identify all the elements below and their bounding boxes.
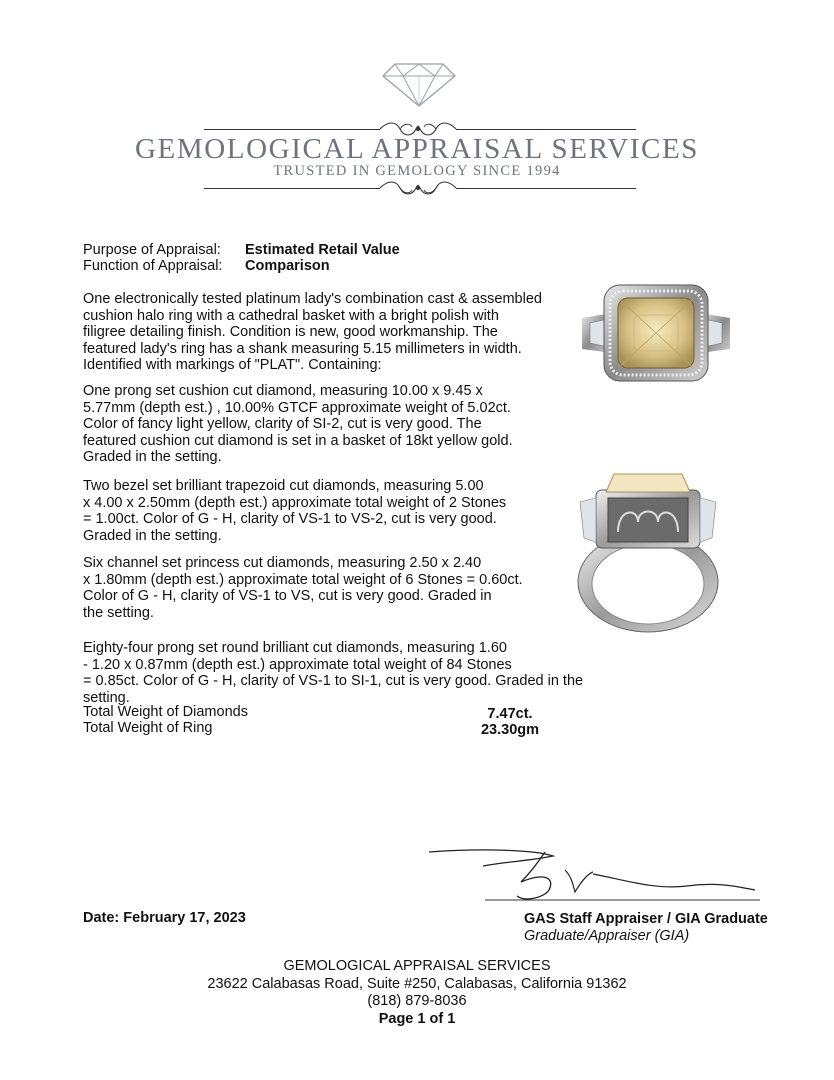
header-rule-top-right	[456, 129, 636, 130]
diamond-outline-icon	[381, 62, 457, 108]
description-rounds: Eighty-four prong set round brilliant cut diamonds, measuring 1.60 - 1.20 x 0.87mm (depth est.) approximate total weight of 84 Stones = 0.85ct. Color of G - H, clarity of VS-1 to SI-1, cut is very good. Graded in the setting.	[83, 640, 584, 706]
description-center-stone: One prong set cushion cut diamond, measuring 10.00 x 9.45 x 5.77mm (depth est.) , 10.00% GTCF approximate weight of 5.02ct. Color of fancy light yellow, clarity of SI-2, cut is very good. The featured cushion cut diamond is set in a basket of 18kt yellow gold. Graded in the setting.	[83, 383, 513, 465]
header-rule-top-left	[204, 129, 380, 130]
ring-side-view-photo	[574, 472, 722, 634]
ring-top-view-photo	[582, 283, 730, 383]
appraisal-date: Date: February 17, 2023	[83, 910, 246, 926]
page-number: Page 1 of 1	[378, 1011, 456, 1027]
total-diamonds-label: Total Weight of Diamonds	[83, 704, 248, 720]
header-rule-bottom-right	[456, 188, 636, 189]
flourish-ornament-icon	[378, 178, 458, 198]
description-trapezoids: Two bezel set brilliant trapezoid cut diamonds, measuring 5.00 x 4.00 x 2.50mm (depth est.) approximate total weight of 2 Stones = 1.00ct. Color of G - H, clarity of VS-1 to VS-2, cut is very good. Graded in the setting.	[83, 478, 507, 544]
purpose-label: Purpose of Appraisal:	[83, 242, 221, 258]
function-value: Comparison	[245, 258, 330, 274]
appraiser-subtitle: Graduate/Appraiser (GIA)	[524, 928, 690, 944]
total-diamonds-value: 7.47ct.	[487, 706, 533, 722]
description-princess: Six channel set princess cut diamonds, measuring 2.50 x 2.40 x 1.80mm (depth est.) approximate total weight of 6 Stones = 0.60ct. Color of G - H, clarity of VS-1 to VS, cut is very good. Graded in the setting.	[83, 555, 523, 621]
function-label: Function of Appraisal:	[83, 258, 223, 274]
description-intro: One electronically tested platinum lady's combination cast & assembled cushion halo ring with a cathedral basket with a bright polish with filigree detailing finish. Condition is new, good workmanship. The featured lady's ring has a shank measuring 5.15 millimeters in width. Identified with markings of "PLAT". Containing:	[83, 291, 542, 373]
footer-company: GEMOLOGICAL APPRAISAL SERVICES	[283, 958, 551, 974]
total-ring-value: 23.30gm	[480, 722, 540, 738]
footer-address: 23622 Calabasas Road, Suite #250, Calabasas, California 91362	[207, 976, 627, 992]
company-name: GEMOLOGICAL APPRAISAL SERVICES	[135, 133, 699, 165]
company-tagline: TRUSTED IN GEMOLOGY SINCE 1994	[273, 163, 561, 179]
appraiser-title: GAS Staff Appraiser / GIA Graduate	[524, 911, 768, 927]
handwritten-signature	[425, 846, 760, 906]
purpose-value: Estimated Retail Value	[245, 242, 400, 258]
footer-phone: (818) 879-8036	[367, 993, 467, 1009]
header-rule-bottom-left	[204, 188, 380, 189]
total-ring-label: Total Weight of Ring	[83, 720, 213, 736]
